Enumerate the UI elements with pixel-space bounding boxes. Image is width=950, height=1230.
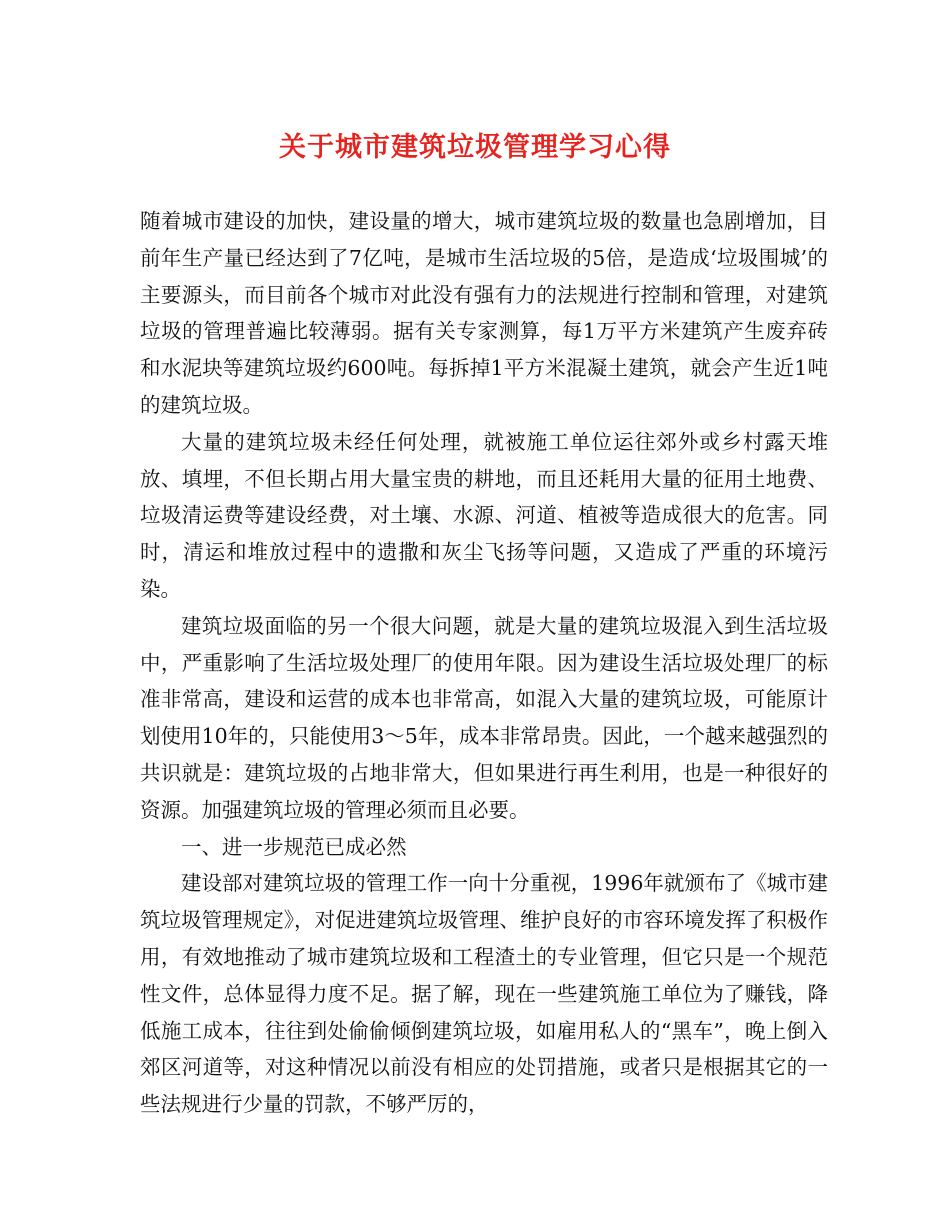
paragraph-dumping: 大量的建筑垃圾未经任何处理，就被施工单位运往郊外或乡村露天堆放、填埋，不但长期占用大量宝贵的耕地，而且还耗用大量的征用土地费、垃圾清运费等建设经费，对土壤、水源、河道、植被等造成很大的危害。同时，清运和堆放过程中的遗撒和灰尘飞扬等问题，又造成了严重的环境污染。 bbox=[140, 429, 828, 601]
paragraph-landfill-impact: 建筑垃圾面临的另一个很大问题，就是大量的建筑垃圾混入到生活垃圾中，严重影响了生活垃圾处理厂的使用年限。因为建设生活垃圾处理厂的标准非常高，建设和运营的成本也非常高，如混入大量的建筑垃圾，可能原计划使用10年的，只能使用3～5年，成本非常昂贵。因此，一个越来越强烈的共识就是：建筑垃圾的占地非常大，但如果进行再生利用，也是一种很好的资源。加强建筑垃圾的管理必须而且必要。 bbox=[140, 613, 828, 822]
paragraph-intro: 随着城市建设的加快，建设量的增大，城市建筑垃圾的数量也急剧增加，目前年生产量已经达到了7亿吨，是城市生活垃圾的5倍，是造成‘垃圾围城’的主要源头，而目前各个城市对此没有强有力的法规进行控制和管理，对建筑垃圾的管理普遍比较薄弱。据有关专家测算，每1万平方米建筑产生废弃砖和水泥块等建筑垃圾约600吨。每拆掉1平方米混凝土建筑，就会产生近1吨的建筑垃圾。 bbox=[140, 209, 828, 417]
document-body bbox=[140, 203, 828, 1123]
section-heading-regulation: 一、进一步规范已成必然 bbox=[181, 834, 407, 859]
document-title: 关于城市建筑垃圾管理学习心得 bbox=[279, 132, 671, 163]
paragraph-regulation: 建设部对建筑垃圾的管理工作一向十分重视，1996年就颁布了《城市建筑垃圾管理规定》，对促进建筑垃圾管理、维护良好的市容环境发挥了积极作用，有效地推动了城市建筑垃圾和工程渣土的专业管理，但它只是一个规范性文件，总体显得力度不足。据了解，现在一些建筑施工单位为了赚钱，降低施工成本，往往到处偷偷倾倒建筑垃圾，如雇用私人的“黑车”，晚上倒入郊区河道等，对这种情况以前没有相应的处罚措施，或者只是根据其它的一些法规进行少量的罚款，不够严厉的， bbox=[140, 871, 828, 1117]
